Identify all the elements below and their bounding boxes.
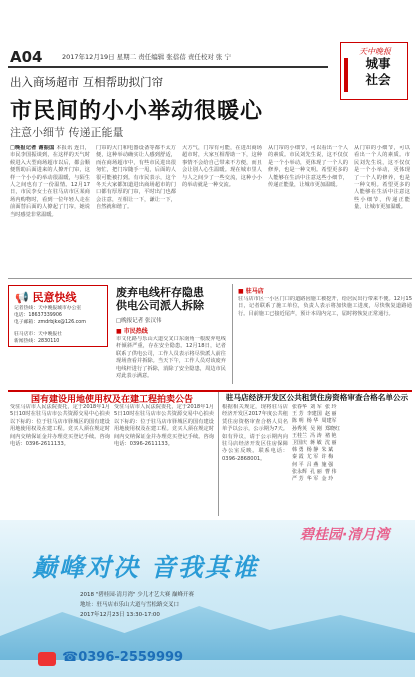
hotline-line: 驻马店市：天中晚报社 xyxy=(14,332,62,337)
story2-body: 市文化路与乐山大道交叉口东南角一根废弃电线杆倾斜严重，存在安全隐患。12月18日，记者联系了供电公司，工作人员表示将尽快派人前往现场查看并拆除。当天下午，工作人员对该废弃电线杆进行了拆除，消除了安全隐患，周边市民对此表示满意。 xyxy=(116,336,226,380)
hotline-line: 电话：18637339906 xyxy=(14,313,62,318)
column-rule xyxy=(218,392,219,516)
section-logo-line2: 社会 xyxy=(365,72,391,87)
lead-col-5: 从门帘的小细节，可以看出一个人的素质。市民刘先生说，这不仅仅是一个小举动，更体现了一个人的修养，也是一种文明。希望更多的人能够在生活中注意这些小细节，传递正能量，让城市更加温暖。 xyxy=(354,145,410,211)
ad-brand: 碧桂园·清月湾 xyxy=(300,527,390,543)
section-logo-line1: 城事 xyxy=(365,56,391,71)
lead-subhead: 注意小细节 传递正能量 xyxy=(10,126,124,139)
lead-col-4: 从门帘的小细节，可以看出一个人的素质。市民刘先生说，这不仅仅是一个小举动，更体现了一个人的修养，也是一种文明。希望更多的人能够在生活中注意这些小细节，传递正能量，让城市更加温暖。 xyxy=(268,145,348,189)
ad-logo-icon xyxy=(38,652,56,666)
notice2-body: 根据相关规定，现将驻马店经济开发区2017年度公共租赁住房资格审查合格人员名单予以公示，公示期为7天。如有异议，请于公示期内向驻马店经济开发区住房保障办公室反映。联系电话：0396-2868001。 xyxy=(222,404,288,462)
section-logo-title xyxy=(356,56,400,88)
lead-byline: □晚报记者 谢振国 xyxy=(10,145,55,151)
page-number: A04 xyxy=(10,48,43,66)
story2-headline-line2: 供电公司派人拆除 xyxy=(116,299,204,312)
section-logo-brand: 天中晚报 xyxy=(359,47,391,56)
lead-col-2: 门帘的大门和电器设备等都不太方便，这种举动确实让人感到舒适，而在商场超市中，有些市民进出很匆忙，把门帘随手一甩，后面的人很可能被打到。有市民表示，这个冬天大家都知道进出商场超市的门口都有厚厚的门帘，平时出门也都会注意，互相让一下，谦让一下，自然就和谐了。 xyxy=(96,145,176,211)
hotline-title: 📢 民意快线 xyxy=(15,291,77,304)
notice1-body-col2: 受驻马店市人民法院委托，定于2018年1月5日10时在驻马店市公共资源交易中心拍卖以下标的：位于驻马店市驿城区的国有建设用地使用权及在建工程。竞买人须在规定时间内交纳保证金并办理竞买登记手续。咨询电话：0396-2611133。 xyxy=(114,404,214,448)
ad-address-line: 地址：驻马店市乐山大道与雪松路交叉口 xyxy=(80,602,180,608)
hotline-title-text: 民意快线 xyxy=(32,291,77,304)
page-meta: 2017年12月19日 星期二 责任编辑 张蓓蓓 责任校对 张 宁 xyxy=(62,53,231,61)
column-rule xyxy=(232,284,233,384)
lead-headline: 市民间的小小举动很暖心 xyxy=(10,99,264,124)
hotline-line: 记者热线：天中晚报城市办公室 xyxy=(14,306,82,311)
ad-event-line: 2018 "碧桂园·清月湾" 少儿才艺大赛 巅峰开赛 xyxy=(80,592,195,598)
header-rule xyxy=(8,66,328,68)
lead-col-1 xyxy=(10,145,90,273)
lead-col-3: 大方气，门帘有可能，在进出商场超市时，大家互相帮助一下，这种事情不会给自己带来不方便，而且会让别人心生温暖。现在城市里人与人之间少了一些交流，这种小小的举动就是一种交流。 xyxy=(182,145,262,189)
ad-phone: ☎0396-2559999 xyxy=(62,650,184,665)
story2-headline xyxy=(116,286,226,312)
ad-date-line: 2017年12月23日 13:30-17:00 xyxy=(80,612,160,618)
notice1-body-col1: 受驻马店市人民法院委托，定于2018年1月5日10时在驻马店市公共资源交易中心拍卖以下标的：位于驻马店市驿城区的国有建设用地使用权及在建工程。竞买人须在规定时间内交纳保证金并办理竞买登记手续。咨询电话：0396-2611133。 xyxy=(10,404,110,448)
notice2-title: 驻马店经济开发区公共租赁住房资格审查合格名单公示 xyxy=(225,393,409,402)
lead-col1-text: 本报讯 连日，市民李国振谈到，在这样的天气时候进入大型商场超市以后，都会顺便帮助后面进来的人撩开门帘，这样一个小小的举动很温暖，与陌生人之间也有了一份温情。12月17日，市民李女士在驻马店市区某商场内购物时，看到一位年轻人走在前面替后面的人撩起了门帘，她说当时感觉非常温暖。 xyxy=(10,145,90,218)
section-divider xyxy=(8,278,412,279)
ad-headline: 巅峰对决 音我其谁 xyxy=(32,553,259,582)
story2-byline: □晚报记者 张汉伟 xyxy=(116,318,162,324)
notice2-names: 张春华 刘 军 张 玲 王 芳 李建国 赵 丽 陈 明 杨 华 周建军 孙秀英 吴 刚 郑晓红 王桂兰 冯 涛 褚 艳 卫国庆 蒋 敏 沈 丽 韩 勇 杨 静 朱 斌 秦 霞 尤 军 许 梅 何 平 吕 燕 施 强 张永辉 孔 丽 曹 伟 严 芳 华 军 金 玲 xyxy=(292,404,340,483)
lead-kicker: 出入商场超市 互相帮助拟门帘 xyxy=(10,75,164,89)
story3-section-head: ■ 驻马店 xyxy=(238,288,264,295)
hotline-line: 新闻热线：2830110 xyxy=(14,339,60,344)
notice1-title: 国有建设用地使用权及在建工程拍卖公告 xyxy=(30,395,193,405)
story2-headline-line1: 废弃电线杆存隐患 xyxy=(116,286,204,299)
hotline-line: 电子邮箱：zmdrbjkx@126.com xyxy=(14,320,86,325)
story3-body: 驻马店市区一小区门口的道路因施工被挖开，给居民出行带来不便。12月15日，记者联系了施工单位，负责人表示将加快施工进度，尽快恢复道路通行。目前施工已接近尾声，预计本周内完工，届时将恢复正常通行。 xyxy=(238,296,412,317)
section-logo-bar xyxy=(344,58,348,92)
story2-section-head: ■ 市民热线 xyxy=(116,328,148,335)
